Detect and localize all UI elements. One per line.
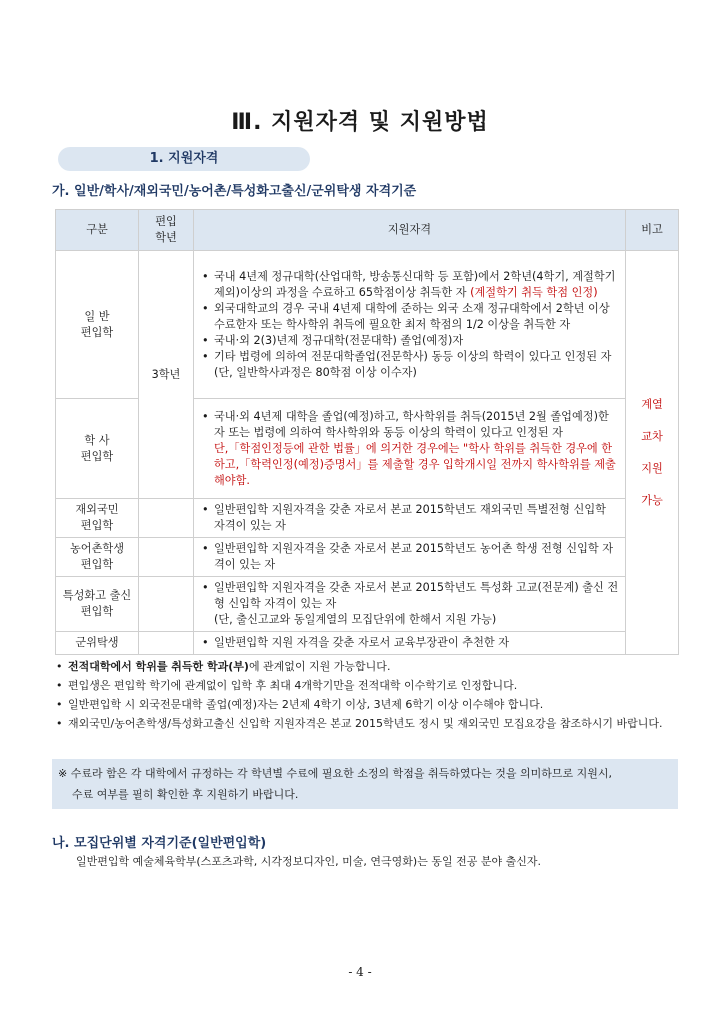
header-term: 편입 학년 <box>139 210 194 251</box>
list-item: • 일반편입학 시 외국전문대학 졸업(예정)자는 2년제 4학기 이상, 3년제 6학기 이상 이수해야 합니다. <box>56 698 544 711</box>
term-cell-empty <box>139 632 194 655</box>
qualification-cell: • 일반편입학 지원자격을 갖춘 자로서 본교 2015학년도 재외국민 특별전형 신입학 자격이 있는 자 <box>194 499 626 538</box>
table-row <box>56 251 679 399</box>
table-row <box>56 538 679 577</box>
header-remarks: 비고 <box>626 210 679 251</box>
notes-list <box>54 657 684 733</box>
term-cell-empty <box>139 499 194 538</box>
section-label: 1. 지원자격 <box>58 147 310 171</box>
term-cell-empty <box>139 577 194 632</box>
row-category: 농어촌학생 편입학 <box>56 538 139 577</box>
header-category: 구분 <box>56 210 139 251</box>
table-row <box>56 577 679 632</box>
row-category: 군위탁생 <box>56 632 139 655</box>
row-category: 학 사 편입학 <box>56 399 139 499</box>
qualification-cell: • 국내 4년제 정규대학(산업대학, 방송통신대학 등 포함)에서 2학년(4학기, 계절학기 제외)이상의 과정을 수료하고 65학점이상 취득한 자 (계절학기 취득 학점 인정) • 외국대학교의 경우 국내 4년제 대학에 준하는 외국 소재 정규대학에서 2학년 이상 수료한자 또는 학사학위 취득에 필요한 최저 학점의 1/2 이상을 취득한 자 • 국내·외 2(3)년제 정규대학(전문대학) 졸업(예정)자 • 기타 법령에 의하여 전문대학졸업(전문학사) 동등 이상의 학력이 있다고 인정된 자(단, 일반학사과정은 80학점 이상 이수자) <box>194 251 626 399</box>
remarks-cell: 계열 교차 지원 가능 <box>626 251 679 655</box>
qualification-table <box>55 209 679 655</box>
subsection-heading-a: 가. 일반/학사/재외국민/농어촌/특성화고출신/군위탁생 자격기준 <box>52 184 417 199</box>
list-item: • 재외국민/농어촌학생/특성화고출신 신입학 지원자격은 본교 2015학년도 정시 및 재외국민 모집요강을 참조하시기 바랍니다. <box>56 717 663 730</box>
qualification-cell: • 일반편입학 지원자격을 갖춘 자로서 본교 2015학년도 농어촌 학생 전형 신입학 자격이 있는 자 <box>194 538 626 577</box>
qualification-cell: • 일반편입학 지원 자격을 갖춘 자로서 교육부장관이 추천한 자 <box>194 632 626 655</box>
term-cell-empty <box>139 538 194 577</box>
row-category: 재외국민 편입학 <box>56 499 139 538</box>
row-category: 특성화고 출신 편입학 <box>56 577 139 632</box>
qualification-cell: • 일반편입학 지원자격을 갖춘 자로서 본교 2015학년도 특성화 고교(전문계) 출신 전형 신입학 자격이 있는 자 (단, 출신고교와 동일계열의 모집단위에 한해서 지원 가능) <box>194 577 626 632</box>
subsection-b-body: 일반편입학 예술체육학부(스포츠과학, 시각정보디자인, 미술, 연극영화)는 동일 전공 분야 출신자. <box>76 855 541 868</box>
memo-mark: ※ <box>58 767 68 780</box>
term-cell: 3학년 <box>139 251 194 499</box>
table-row <box>56 632 679 655</box>
memo-box: ※ 수료라 함은 각 대학에서 규정하는 각 학년별 수료에 필요한 소정의 학점을 취득하였다는 것을 의미하므로 지원시, 수료 여부를 필히 확인한 후 지원하기 바랍니다. <box>52 759 678 809</box>
page-title: Ⅲ. 지원자격 및 지원방법 <box>231 110 489 135</box>
page-number: - 4 - <box>348 965 372 979</box>
header-qualification: 지원자격 <box>194 210 626 251</box>
list-item: • 편입생은 편입학 학기에 관계없이 입학 후 최대 4개학기만을 전적대학 이수학기로 인정합니다. <box>56 679 518 692</box>
list-item: • 전적대학에서 학위를 취득한 학과(부)에 관계없이 지원 가능합니다. <box>56 660 391 673</box>
table-row <box>56 499 679 538</box>
subsection-heading-b: 나. 모집단위별 자격기준(일반편입학) <box>52 836 267 851</box>
qualification-cell: • 국내·외 4년제 대학을 졸업(예정)하고, 학사학위를 취득(2015년 2월 졸업예정)한 자 또는 법령에 의하여 학사학위와 동등 이상의 학력이 있다고 인정된 자 단,「학점인정등에 관한 법률」에 의거한 경우에는 "학사 학위를 취득한 경우에 한하고,「학력인정(예정)증명서」를 제출할 경우 입학개시일 전까지 학사학위를 제출해야함. <box>194 399 626 499</box>
row-category: 일 반 편입학 <box>56 251 139 399</box>
